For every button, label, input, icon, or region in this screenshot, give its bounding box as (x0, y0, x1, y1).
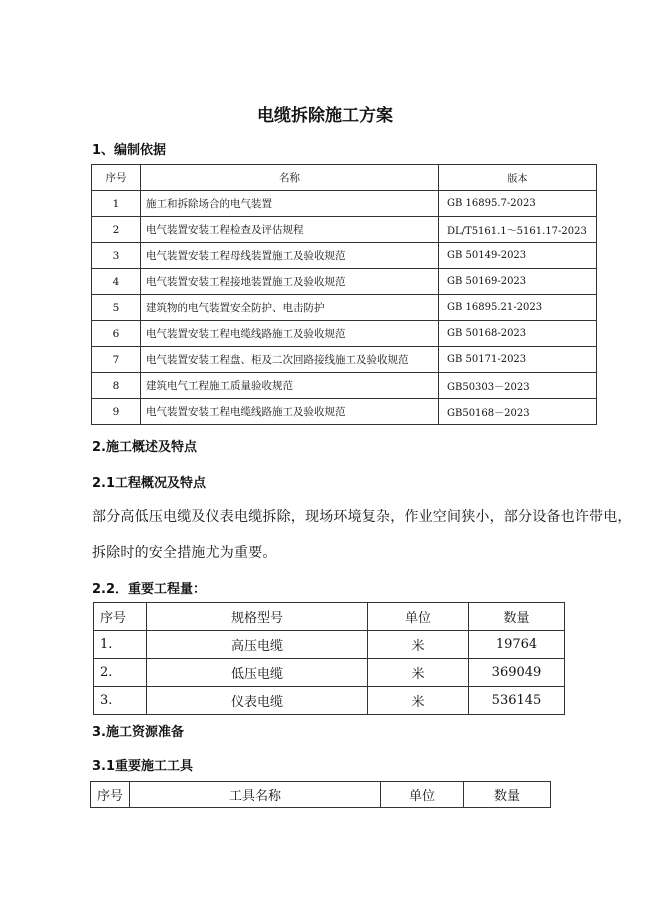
standard-name: 电气装置安装工程电缆线路施工及验收规范 (141, 399, 439, 425)
standard-name: 施工和拆除场合的电气装置 (141, 191, 439, 217)
table-row (92, 321, 597, 347)
row-number: 7 (92, 347, 141, 373)
row-number: 3. (94, 687, 147, 715)
table-row (92, 217, 597, 243)
spec-cell: 高压电缆 (147, 631, 368, 659)
quantity-table (93, 602, 565, 715)
unit-cell: 米 (368, 631, 469, 659)
section-2-1-heading: 2.1工程概况及特点 (92, 476, 207, 491)
standard-version: GB 50171-2023 (439, 347, 597, 373)
section-2-2-heading: 2.2．重要工程量： (92, 582, 207, 597)
row-number: 8 (92, 373, 141, 399)
section-1-heading: 1、编制依据 (92, 143, 167, 158)
row-number: 1. (94, 631, 147, 659)
row-number: 9 (92, 399, 141, 425)
standard-name: 建筑物的电气装置安全防护、电击防护 (141, 295, 439, 321)
standards-table (91, 164, 597, 425)
row-number: 2. (94, 659, 147, 687)
table-row (92, 295, 597, 321)
table-row (92, 269, 597, 295)
spec-cell: 低压电缆 (147, 659, 368, 687)
section-3-heading: 3.施工资源准备 (92, 725, 184, 740)
standard-version: GB 16895.21-2023 (439, 295, 597, 321)
header-cell: 序号 (92, 165, 141, 191)
spec-cell: 仪表电缆 (147, 687, 368, 715)
unit-cell: 米 (368, 659, 469, 687)
row-number: 5 (92, 295, 141, 321)
standard-name: 电气装置安装工程检查及评估规程 (141, 217, 439, 243)
standard-version: GB 16895.7-2023 (439, 191, 597, 217)
header-cell: 序号 (91, 782, 130, 808)
standard-version: GB 50149-2023 (439, 243, 597, 269)
section-2-heading: 2.施工概述及特点 (92, 440, 197, 455)
standard-name: 建筑电气工程施工质量验收规范 (141, 373, 439, 399)
row-number: 1 (92, 191, 141, 217)
table-row (94, 631, 565, 659)
table-row (92, 191, 597, 217)
table-row (94, 659, 565, 687)
header-cell: 序号 (94, 603, 147, 631)
tools-table (90, 781, 551, 808)
standard-version: DL/T5161.1～5161.17-2023 (439, 217, 597, 243)
quantity-cell: 369049 (469, 659, 565, 687)
standard-name: 电气装置安装工程母线装置施工及验收规范 (141, 243, 439, 269)
header-cell: 数量 (469, 603, 565, 631)
table-row (92, 399, 597, 425)
standard-name: 电气装置安装工程接地装置施工及验收规范 (141, 269, 439, 295)
overview-paragraph-line-2: 拆除时的安全措施尤为重要。 (92, 545, 277, 561)
header-cell: 单位 (368, 603, 469, 631)
standard-version: GB50303－2023 (439, 373, 597, 399)
table-row (92, 373, 597, 399)
overview-paragraph-line-1: 部分高低压电缆及仪表电缆拆除，现场环境复杂，作业空间狭小，部分设备也许带电， (92, 509, 632, 525)
row-number: 6 (92, 321, 141, 347)
standards-table-header-row (92, 165, 597, 191)
header-cell: 单位 (381, 782, 464, 808)
table-row (94, 687, 565, 715)
standard-name: 电气装置安装工程电缆线路施工及验收规范 (141, 321, 439, 347)
quantity-cell: 19764 (469, 631, 565, 659)
header-cell: 工具名称 (130, 782, 381, 808)
row-number: 2 (92, 217, 141, 243)
quantity-cell: 536145 (469, 687, 565, 715)
section-3-1-heading: 3.1重要施工工具 (92, 759, 194, 774)
standard-version: GB 50169-2023 (439, 269, 597, 295)
document-title: 电缆拆除施工方案 (257, 106, 393, 126)
standard-version: GB 50168-2023 (439, 321, 597, 347)
header-cell: 名称 (141, 165, 439, 191)
header-cell: 规格型号 (147, 603, 368, 631)
standard-version: GB50168－2023 (439, 399, 597, 425)
tools-table-header-row (91, 782, 551, 808)
table-row (92, 347, 597, 373)
header-cell: 版本 (439, 165, 597, 191)
standard-name: 电气装置安装工程盘、柜及二次回路接线施工及验收规范 (141, 347, 439, 373)
row-number: 4 (92, 269, 141, 295)
quantity-table-header-row (94, 603, 565, 631)
header-cell: 数量 (464, 782, 551, 808)
table-row (92, 243, 597, 269)
row-number: 3 (92, 243, 141, 269)
unit-cell: 米 (368, 687, 469, 715)
